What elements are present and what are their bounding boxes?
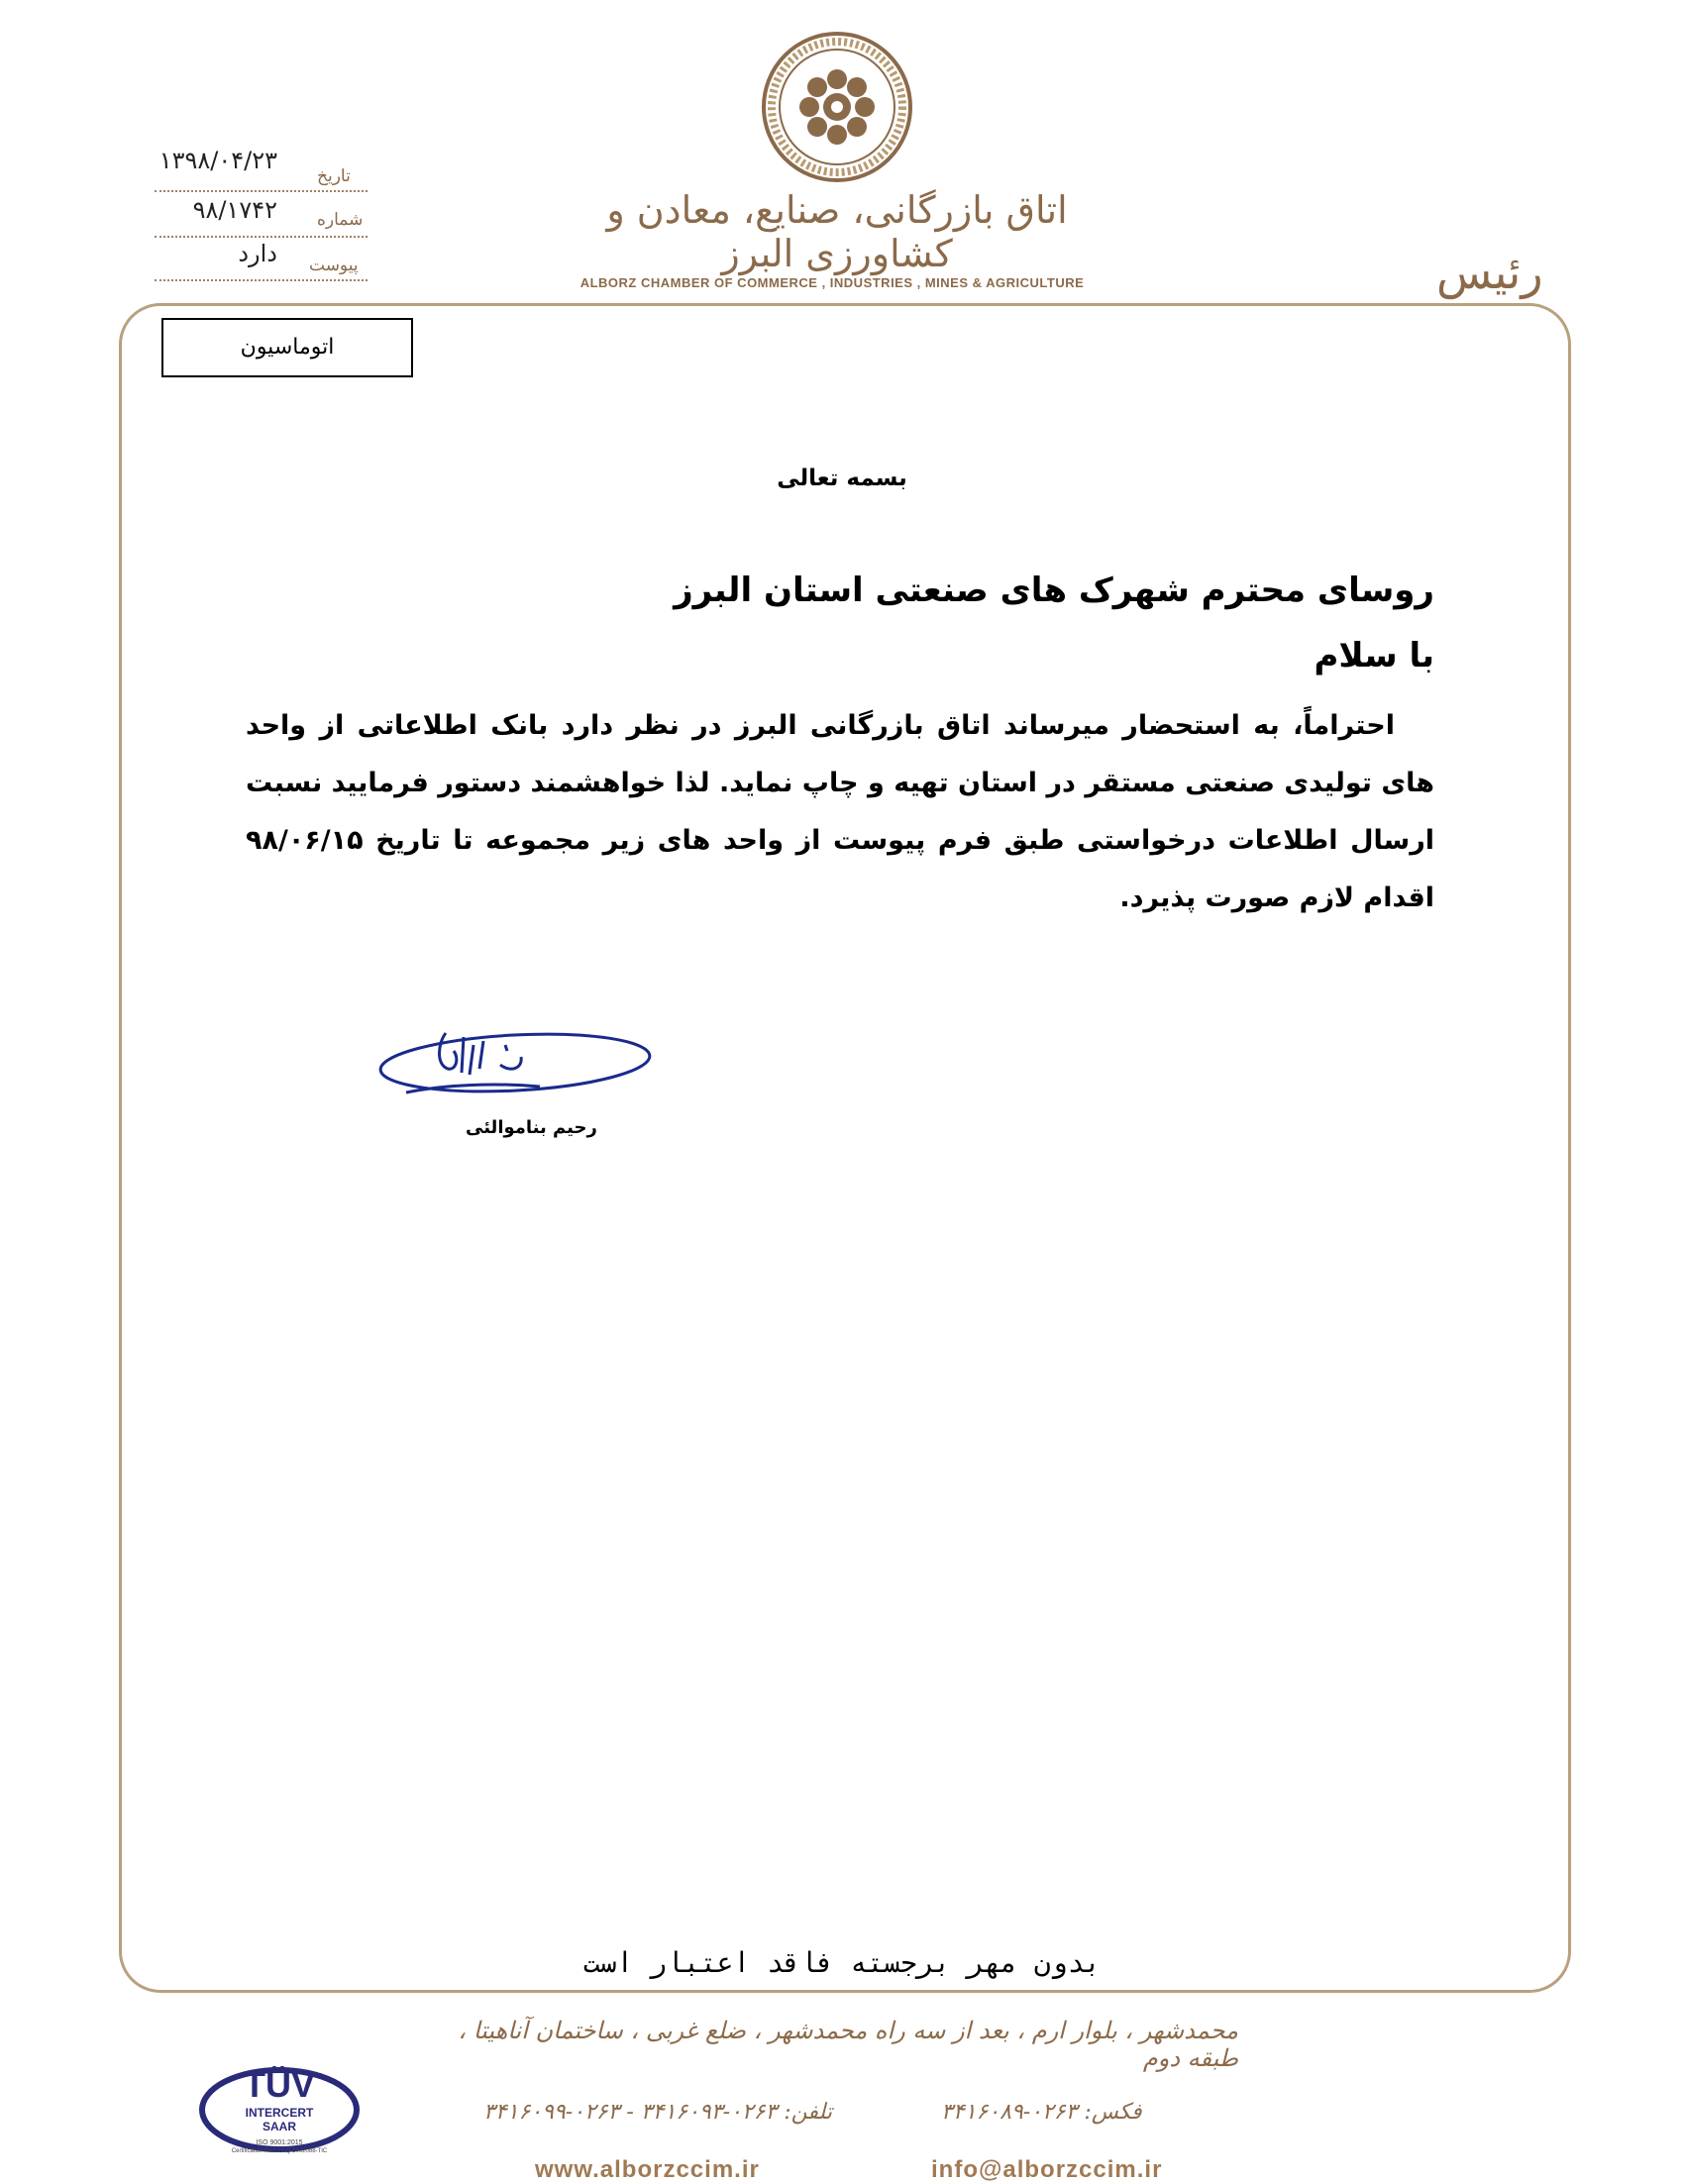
chamber-seal-logo [758,28,916,186]
org-name-english: ALBORZ CHAMBER OF COMMERCE , INDUSTRIES , MINES & AGRICULTURE [579,275,1085,290]
footer-phone: تلفن: ۰۲۶۳-۳۴۱۶۰۹۳ - ۰۲۶۳-۳۴۱۶۰۹۹ [483,2100,832,2125]
letter-body [246,697,1434,927]
greeting: با سلام [1314,636,1434,676]
date-value: ۱۳۹۸/۰۴/۲۳ [158,147,277,174]
tuv-cert: Certification No.: 17-Q-1002088-TIC [231,2148,328,2154]
signature-drawing [376,1025,664,1124]
bismillah-heading: بسمه تعالی [777,466,907,491]
footer-email-link[interactable]: info@alborzccim.ir [931,2156,1163,2183]
tuv-brand: TÜV [244,2064,315,2105]
letter-body-paragraph: احتراماً، به استحضار میرساند اتاق بازرگانی البرز در نظر دارد بانک اطلاعاتی از واحد های تولیدی صنعتی مستقر در استان تهیه و چاپ نماید. لذا خواهشمند دستور فرمایید نسبت ارسال اطلاعات درخواستی طبق فرم پیوست از واحد های زیر مجموعه تا تاریخ ۹۸/۰۶/۱۵ اقدام لازم صورت پذیرد. [246,710,1434,913]
letter-frame [119,303,1571,1993]
attachment-label: پیوست [309,256,359,275]
number-value: ۹۸/۱۷۴۲ [192,196,277,224]
president-title: رئیس [1436,246,1543,299]
date-divider [155,190,368,192]
date-label: تاریخ [317,166,351,186]
attachment-divider [155,279,368,281]
footer-fax: فکس: ۰۲۶۳-۳۴۱۶۰۸۹ [941,2100,1142,2125]
signer-name: رحیم بناموالئی [466,1117,597,1138]
tuv-saar: SAAR [262,2120,296,2133]
tuv-intercert: INTERCERT [245,2106,314,2120]
automation-stamp: اتوماسیون [161,318,413,377]
footer-website-link[interactable]: www.alborzccim.ir [535,2156,760,2183]
addressee: روسای محترم شهرک های صنعتی استان البرز [674,571,1434,610]
number-label: شماره [317,210,364,230]
seal-disclaimer: بدون مهر برجسته فاقد اعتبار است [582,1946,1102,1979]
tuv-iso: ISO 9001:2015 [256,2139,303,2146]
tuv-certification-logo [198,2060,367,2159]
org-name-persian: اتاق بازرگانی، صنایع، معادن و کشاورزی البرز [606,188,1068,275]
footer-address: محمدشهر ، بلوار ارم ، بعد از سه راه محمدشهر ، ضلع غربی ، ساختمان آناهیتا ، طبقه دوم [458,2017,1238,2072]
number-divider [155,236,368,238]
attachment-value: دارد [238,240,277,267]
